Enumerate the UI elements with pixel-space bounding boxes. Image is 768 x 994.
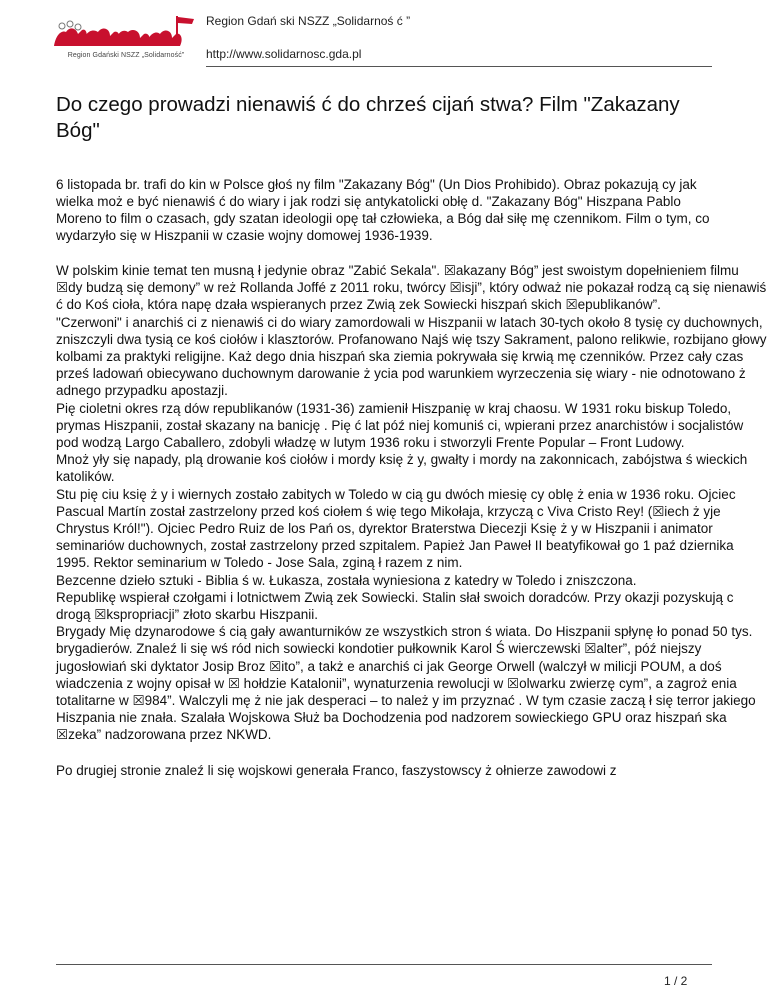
header-title: Region Gdań ski NSZZ „Solidarnoś ć ”: [206, 14, 411, 28]
article-paragraph: Republikę wspierał czołgami i lotnictwem Zwią zek Sowiecki. Stalin słał swoich doradców. Przy okazji pozyskują c drogą ☒kspropriacji” złoto skarbu Hiszpanii.: [56, 589, 734, 623]
article-paragraph: Mnoż yły się napady, plą drowanie koś ciołów i mordy księ ż y, gwałty i mordy na zakonnicach, zabójstwa ś wieckich katolików.: [56, 452, 748, 485]
article-paragraph: Bezcenne dzieło sztuki - Biblia ś w. Łukasza, została wyniesiona z katedry w Toledo i zniszczona.: [56, 572, 637, 588]
footer-divider: [56, 964, 712, 965]
solidarnosc-logo: [52, 16, 200, 60]
solidarnosc-logo-graphic: [52, 16, 200, 52]
article-paragraph: Brygady Mię dzynarodowe ś cią gały awanturników ze wszystkich stron ś wiata. Do Hiszpanii spłynę ło ponad 50 tys. brygadierów. Znaleź li się wś ród nich sowiecki kondotier pułkownik Karol Ś wierczewski ☒alter”, póź niejszy jugosłowiań ski dyktator Josip Broz ☒ito”, a takż e anarchiś ci jak George Orwell (walczył w milicji POUM, a doś wiadczenia z wojny opisał w ☒ hołdzie Katalonii”, wynaturzenia rewolucji w ☒olwarku zwierzę cym”, a zagroż enia totalitarne w ☒984”. Walczyli mę ż nie jak desperaci – to należ y im przyznać . W tym czasie zaczą ł się terror jakiego Hiszpania nie znała. Szalała Wojskowa Służ ba Dochodzenia pod nadzorem sowieckiego GPU oraz hiszpań ska ☒zeka” nadzorowana przez NKWD.: [56, 624, 756, 743]
article-paragraph: "Czerwoni" i anarchiś ci z nienawiś ci do wiary zamordowali w Hiszpanii w latach 30-tych około 8 tysię cy duchownych, zniszczyli dwa tysią ce koś ciołów i klasztorów. Profanowano Najś wię tszy Sakrament, palono relikwie, rozbijano głowy kolbami za praktyki religijne. Każ dego dnia hiszpań ska ziemia pokrywała się krwią mę czenników. Przez cały czas prześ ladowań obiecywano duchownym darowanie ż ycia pod warunkiem wyrzeczenia się wiary - nie odnotowano ż adnego przypadku apostazji.: [56, 314, 767, 399]
header-url-link[interactable]: http://www.solidarnosc.gda.pl: [206, 47, 362, 61]
article-title: Do czego prowadzi nienawiś ć do chrześ cijań stwa? Film "Zakazany Bóg": [56, 93, 680, 142]
page-number: 1 / 2: [664, 974, 688, 988]
page-header: [0, 0, 768, 70]
header-divider: [206, 66, 712, 67]
article-last-paragraph: Po drugiej stronie znaleź li się wojskowi generała Franco, faszystowscy ż ołnierze zawodowi z: [56, 762, 617, 778]
article-body: [56, 262, 768, 744]
article-paragraph: W polskim kinie temat ten musną ł jedynie obraz "Zabić Sekala". ☒akazany Bóg” jest swoistym dopełnieniem filmu ☒dy budzą się demony” w reż Rollanda Joffé z 2011 roku, twórcy ☒isji”, który odważ nie pokazał rodzą cą się nienawiś ć do Koś cioła, która napę dzała wspieranych przez Zwią zek Sowiecki hiszpań skich ☒epublikanów”.: [56, 263, 767, 313]
article-paragraph: Stu pię ciu księ ż y i wiernych zostało zabitych w Toledo w cią gu dwóch miesię cy oblę ż enia w 1936 roku. Ojciec Pascual Martín został zastrzelony przed koś ciołem ś wię tego Mikołaja, krzyczą c Viva Cristo Rey! (☒iech ż yje Chrystus Król!"). Ojciec Pedro Ruiz de los Pań os, dyrektor Braterstwa Diecezji Księ ż y w Hiszpanii i animator seminariów duchownych, został zastrzelony przed szpitalem. Papież Jan Paweł II beatyfikował go 1 paź dziernika 1995. Rektor seminarium w Toledo - Jose Sala, zginą ł razem z nim.: [56, 486, 736, 571]
article-lead: 6 listopada br. trafi do kin w Polsce głoś ny film "Zakazany Bóg" (Un Dios Prohibido). Obraz pokazują cy jak wielka moż e być nienawiś ć do wiary i jak rodzi się antykatolicki obłę d. "Zakazany Bóg" Hiszpana Pablo Moreno to film o czasach, gdy szatan ideologii opę tał człowieka, a Bóg dał siłę mę czennikom. Film o tym, co wydarzyło się w Hiszpanii w czasie wojny domowej 1936-1939.: [56, 177, 710, 243]
article-paragraph: Pię cioletni okres rzą dów republikanów (1931-36) zamienił Hiszpanię w kraj chaosu. W 1931 roku biskup Toledo, prymas Hiszpanii, został skazany na banicję . Pię ć lat póź niej komuniś ci, wpierani przez anarchistów i socjalistów pod wodzą Largo Caballero, zdobyli władzę w lutym 1936 roku i stworzyli Frente Popular – Front Ludowy.: [56, 400, 744, 451]
logo-subtitle: Region Gdański NSZZ „Solidarność”: [67, 52, 185, 59]
article: [56, 92, 766, 779]
